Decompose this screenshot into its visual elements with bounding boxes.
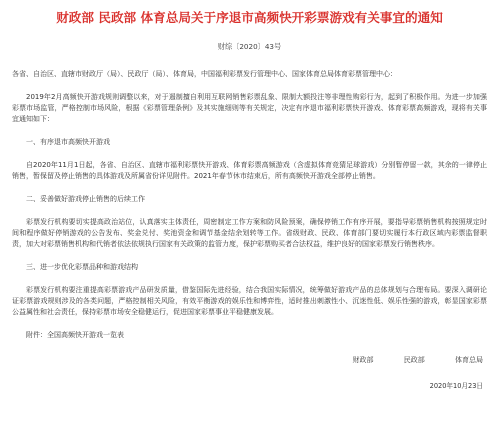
issue-date: 2020年10月23日	[429, 382, 483, 390]
addressee-line: 各省、自治区、直辖市财政厅（局）、民政厅（局）、体育局，中国福利彩票发行管理中心、国家体育总局体育彩票管理中心：	[12, 70, 397, 78]
section-1-body: 自2020年11月1日起，各省、自治区、直辖市福利彩票快开游戏、体育彩票高频游戏（含虚拟体育竞猜足球游戏）分别暂停留一款，其余的一律停止销售，暂保留及停止销售的具体游戏及所属省份详见附件。2021年春节休市结束后，所有高频快开游戏全部停止销售。	[12, 161, 487, 180]
signer-mof: 财政部	[352, 356, 374, 364]
section-3-body: 彩票发行机构要注重提高彩票游戏产品研发质量，借鉴国际先进经验，结合我国实际情况，统筹做好游戏产品的总体规划与合理布局。要深入调研论证彩票游戏规则涉及的各类问题，严格控制相关风险，有效平衡游戏的娱乐性和博弈性，适时推出刺激性小、沉迷性低、娱乐性强的游戏，彰显国家彩票公益属性和社会责任，保持彩票市场安全稳健运行，促进国家彩票事业平稳健康发展。	[12, 286, 487, 316]
document-title: 财政部 民政部 体育总局关于序退市高频快开彩票游戏有关事宜的通知	[56, 10, 443, 25]
section-2-heading: 二、妥善做好游戏停止销售的后续工作	[26, 195, 145, 203]
section-3-heading: 三、进一步优化彩票品种和游戏结构	[26, 263, 138, 271]
section-2-body: 彩票发行机构要切实提高政治站位，认真落实主体责任，周密制定工作方案和防风险预案，确保停销工作有序开展，要指导彩票销售机构按照规定时间和程序做好停销游戏的公告发布、奖金兑付、奖池资金和调节基金结余划转等工作。省级财政、民政、体育部门要切实履行本行政区域内彩票监督职责，加大对彩票销售机构和代销者依法依规执行国家有关政策的监管力度，保护彩票购买者合法权益，维护良好的国家彩票发行销售秩序。	[12, 218, 487, 248]
signers-line	[12, 355, 487, 365]
section-1-heading: 一、有序退市高频快开游戏	[26, 138, 110, 146]
attachment-line: 附件：全国高频快开游戏一览表	[26, 331, 124, 339]
signer-sport: 体育总局	[455, 356, 483, 364]
intro-paragraph: 2019年2月高频快开游戏规则调整以来，对于遏制擅自利用互联网销售彩票乱象、限制大额投注等非理性购彩行为，起到了积极作用。为进一步加强彩票市场监管，严格控制市场风险，根据《彩票管理条例》及其实施细则等有关规定，决定有序退市福利彩票快开游戏、体育彩票高频游戏，现将有关事宜通知如下：	[12, 93, 487, 123]
document-number: 财综〔2020〕43号	[217, 42, 282, 51]
signer-moca: 民政部	[403, 356, 425, 364]
